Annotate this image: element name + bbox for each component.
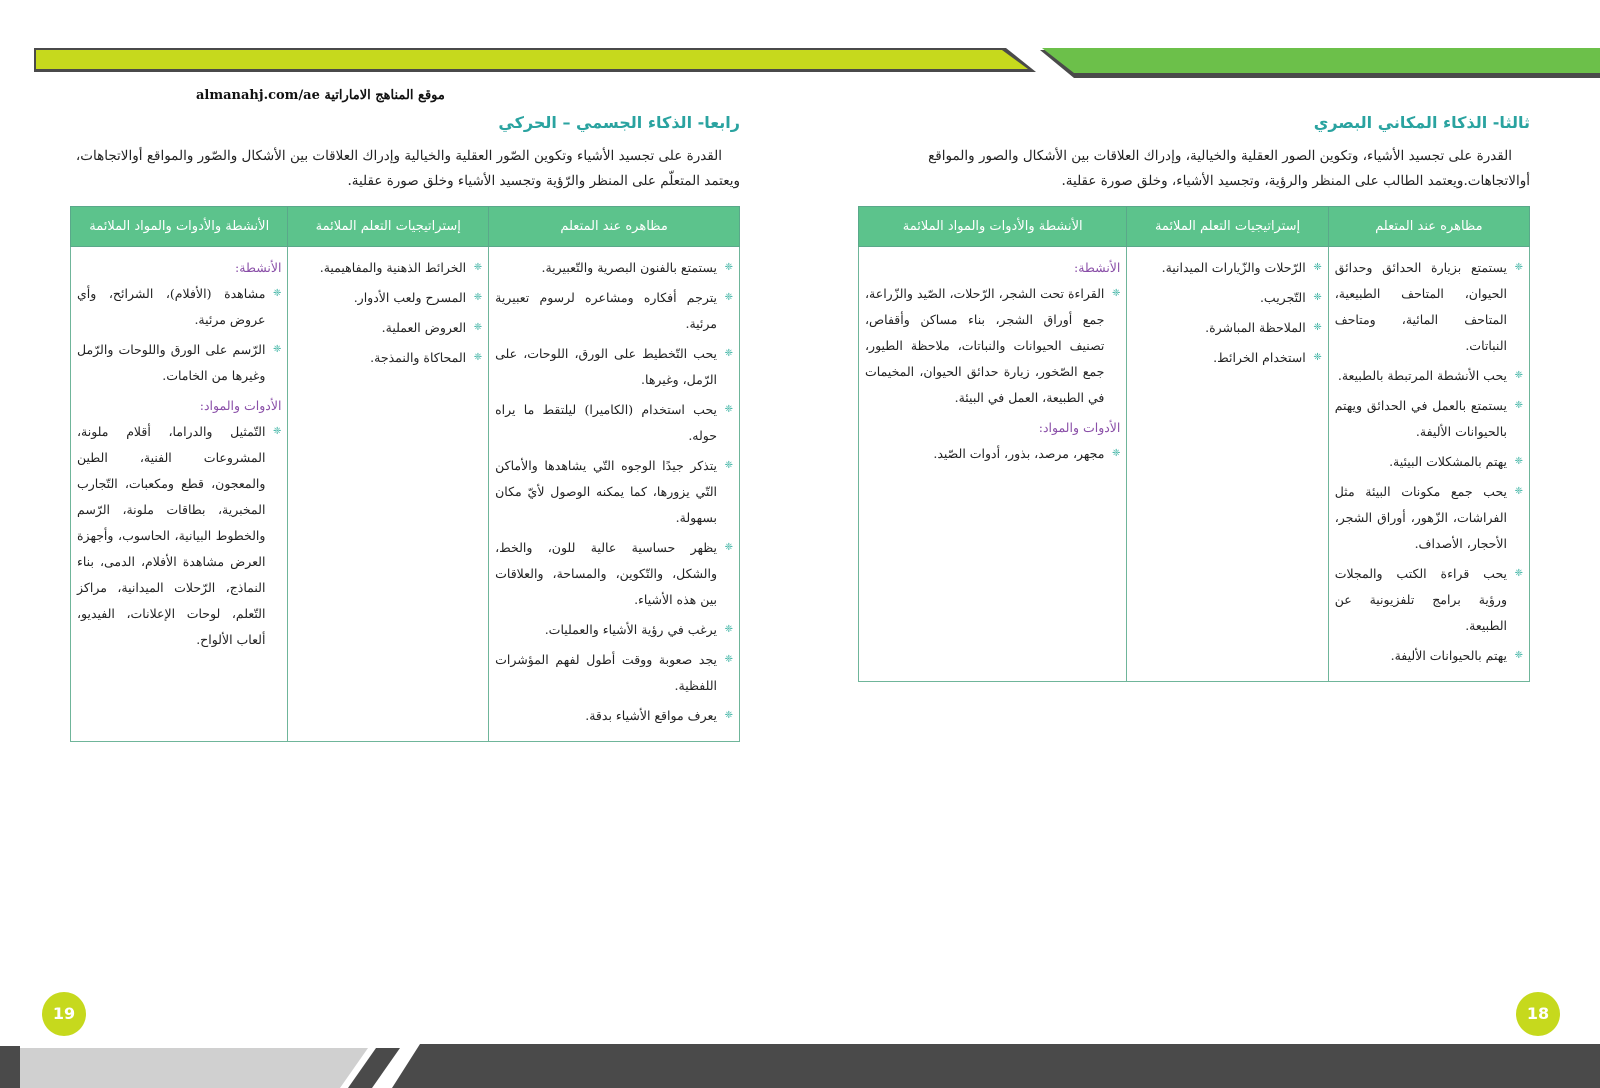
tools-label: الأدوات والمواد: — [199, 398, 282, 413]
list-item: ❈ يحب قراءة الكتب والمجلات ورؤية برامج تلفزيونية عن الطبيعة. — [1335, 561, 1523, 639]
list-item: ❈ الخرائط الذهنية والمفاهيمية. — [294, 255, 482, 281]
list-item: ❈ يستمتع بالفنون البصرية والتّعبيرية. — [495, 255, 733, 281]
list-item: ❈ يستمتع بالعمل في الحدائق ويهتم بالحيوانات الأليفة. — [1335, 393, 1523, 445]
table-header-row — [859, 207, 1530, 247]
list-item: ❈ استخدام الخرائط. — [1133, 345, 1321, 371]
list-item: ❈ العروض العملية. — [294, 315, 482, 341]
left-page — [70, 112, 740, 742]
list-item: ❈ مجهر، مرصد، بذور، أدوات الصّيد. — [865, 441, 1120, 467]
list-item: ❈ يحب استخدام (الكاميرا) ليلتقط ما يراه حوله. — [495, 397, 733, 449]
list-item: ❈ يحب التّخطيط على الورق، اللوحات، على الرّمل، وغيرها. — [495, 341, 733, 393]
table-row — [859, 247, 1530, 682]
header-strategies: إستراتيجيات التعلم الملائمة — [1127, 207, 1328, 247]
list-item: ❈ التّجريب. — [1133, 285, 1321, 311]
list-item: ❈ يتذكر جيدًا الوجوه التّي يشاهدها والأماكن التّي يزورها، كما يمكنه الوصول لأيّ مكان بسهولة. — [495, 453, 733, 531]
section-title: رابعا- الذكاء الجسمي – الحركي — [498, 113, 740, 132]
list-item: ❈ المسرح ولعب الأدوار. — [294, 285, 482, 311]
header-learner-traits: مظاهره عند المتعلم — [1328, 207, 1529, 247]
bottom-left-edge-stripe — [0, 1046, 20, 1088]
site-label: موقع المناهج الاماراتية almanahj.com/ae — [196, 88, 445, 103]
traits-cell — [1328, 247, 1529, 682]
intelligence-table — [70, 206, 740, 742]
list-item: ❈ يحب الأنشطة المرتبطة بالطبيعة. — [1335, 363, 1523, 389]
list-item: ❈ المحاكاة والنمذجة. — [294, 345, 482, 371]
page-number-left: 19 — [42, 992, 86, 1036]
activities-label: الأنشطة: — [1074, 260, 1121, 275]
list-item: ❈ القراءة تحت الشجر، الرّحلات، الصّيد والزّراعة، جمع أوراق الشجر، بناء مساكن وأقفاص، تصنيف الحيوانات والنباتات، ملاحظة الطيور، جمع الصّخور، زيارة حدائق الحيوان، المخيمات في الطبيعة، العمل في البيئة. — [865, 281, 1120, 411]
list-item: ❈ يستمتع بزيارة الحدائق وحدائق الحيوان، المتاحف الطبيعية، المتاحف المائية، ومتاحف النباتات. — [1335, 255, 1523, 359]
bottom-left-gray-band — [0, 1048, 368, 1088]
table-row — [71, 247, 740, 742]
header-activities-tools: الأنشطة والأدوات والمواد الملائمة — [859, 207, 1127, 247]
page-number-right: 18 — [1516, 992, 1560, 1036]
list-item: ❈ التّمثيل والدراما، أقلام ملونة، المشروعات الفنية، الطين والمعجون، قطع ومكعبات، التّجارب المخبرية، بطاقات ملونة، الرّسم والخطوط البيانية، الحاسوب، وأجهزة العرض مشاهدة الأفلام، الدمى، بناء النماذج، الرّحلات الميدانية، مراكز التّعلم، لوحات الإعلانات، الفيديو، ألعاب الألواح. — [77, 419, 281, 653]
header-strategies: إستراتيجيات التعلم الملائمة — [288, 207, 489, 247]
top-right-green-band — [1042, 48, 1600, 73]
intelligence-table — [858, 206, 1530, 682]
list-item: ❈ يحب جمع مكونات البيئة مثل الفراشات، الزّهور، أوراق الشجر، الأحجار، الأصداف. — [1335, 479, 1523, 557]
list-item: ❈ مشاهدة (الأفلام)، الشرائح، وأي عروض مرئية. — [77, 281, 281, 333]
activities-cell — [71, 247, 288, 742]
list-item: ❈ يعرف مواقع الأشياء بدقة. — [495, 703, 733, 729]
list-item: ❈ الرّسم على الورق واللوحات والرّمل وغيرها من الخامات. — [77, 337, 281, 389]
header-activities-tools: الأنشطة والأدوات والمواد الملائمة — [71, 207, 288, 247]
bottom-dark-band — [392, 1044, 1600, 1088]
list-item: ❈ الرّحلات والزّيارات الميدانية. — [1133, 255, 1321, 281]
section-intro: القدرة على تجسيد الأشياء، وتكوين الصور العقلية والخيالية، وإدراك العلاقات بين الأشكال والصور والمواقع أوالاتجاهات.ويعتمد الطالب على المنظر والرؤية، وتجسيد الأشياء، وخلق صورة عقلية. — [928, 148, 1530, 189]
traits-cell — [489, 247, 740, 742]
table-header-row — [71, 207, 740, 247]
list-item: ❈ الملاحظة المباشرة. — [1133, 315, 1321, 341]
section-intro: القدرة على تجسيد الأشياء وتكوين الصّور العقلية والخيالية وإدراك العلاقات بين الأشكال والصّور والمواقع أوالاتجاهات، ويعتمد المتعلّم على المنظر والرّؤية وتجسيد الأشياء وخلق صورة عقلية. — [75, 148, 740, 189]
list-item: ❈ يهتم بالحيوانات الأليفة. — [1335, 643, 1523, 669]
activities-cell — [859, 247, 1127, 682]
header-learner-traits: مظاهره عند المتعلم — [489, 207, 740, 247]
top-left-lime-band — [36, 50, 1028, 69]
list-item: ❈ يهتم بالمشكلات البيئية. — [1335, 449, 1523, 475]
list-item: ❈ يترجم أفكاره ومشاعره لرسوم تعبيرية مرئية. — [495, 285, 733, 337]
list-item: ❈ يرغب في رؤية الأشياء والعمليات. — [495, 617, 733, 643]
list-item: ❈ يظهر حساسية عالية للون، والخط، والشكل، والتّكوين، والمساحة، والعلاقات بين هذه الأشياء. — [495, 535, 733, 613]
strategies-cell — [1127, 247, 1328, 682]
right-page — [858, 112, 1530, 682]
activities-label: الأنشطة: — [235, 260, 282, 275]
list-item: ❈ يجد صعوبة ووقت أطول لفهم المؤشرات اللفظية. — [495, 647, 733, 699]
strategies-cell — [288, 247, 489, 742]
section-title: ثالثا- الذكاء المكاني البصري — [1313, 113, 1530, 132]
tools-label: الأدوات والمواد: — [1038, 420, 1121, 435]
